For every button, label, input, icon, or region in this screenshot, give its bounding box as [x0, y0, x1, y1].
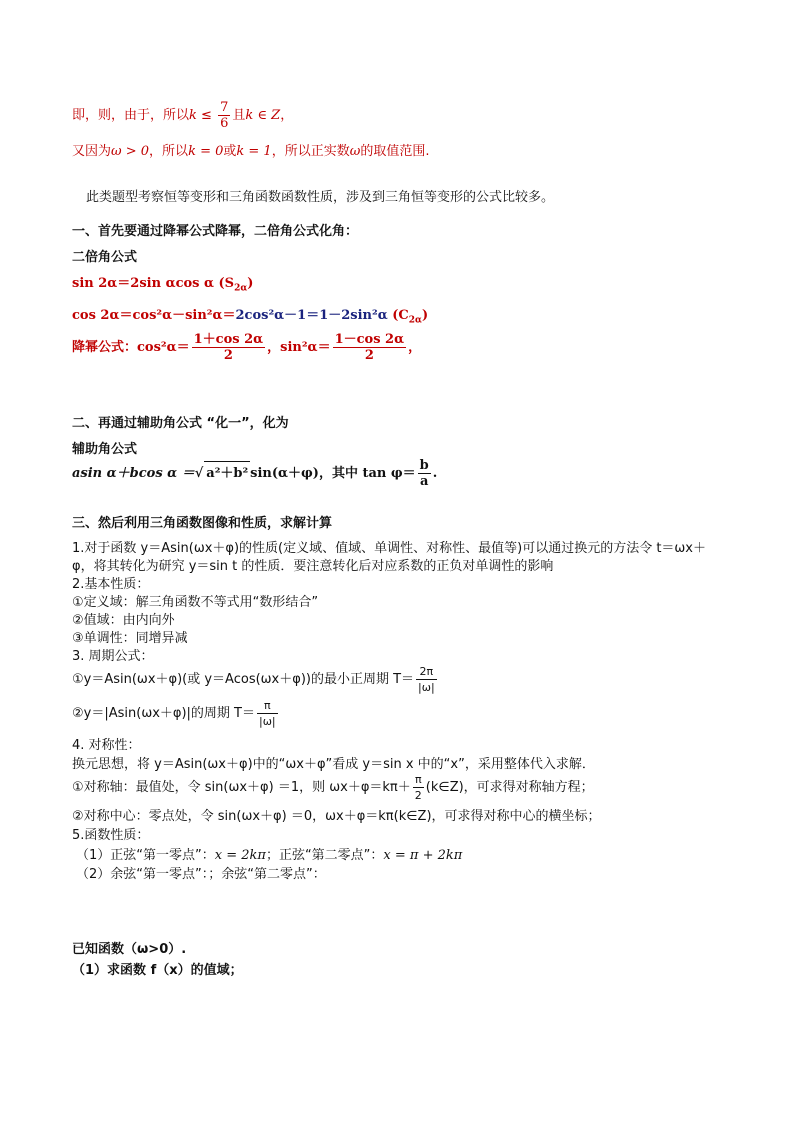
sqrt-sign: √ [194, 466, 204, 481]
property-text-1a: 1.对于函数 y＝Asin(ωx＋φ)的性质(定义域、值域、单调性、对称性、最值等)可以通过换元的方法令 t＝ωx＋ [72, 541, 706, 556]
section-1-heading: 一、首先要通过降幂公式降幂，二倍角公式化角： [72, 224, 359, 239]
fraction-b-a: $\frac{b}{a}$ [419, 458, 429, 489]
basic-properties-label: 2.基本性质： [72, 577, 150, 592]
cosine-zero-points: （2）余弦“第一零点”：；余弦“第二零点”： [76, 867, 326, 882]
period-formula-label: 3. 周期公式： [72, 649, 154, 664]
property-text-1b: φ，将其转化为研究 y＝sin t 的性质．要注意转化后对应系数的正负对单调性的影响 [72, 559, 554, 574]
text-line-1: 即，则，由于，所以k ≤ $\frac{7}{6}$ 且k ∈ Z， [72, 100, 294, 131]
monotonicity-item: ③单调性：同增异减 [72, 631, 188, 646]
symmetry-label: 4. 对称性： [72, 738, 141, 753]
function-properties-label: 5.函数性质： [72, 828, 150, 843]
section-2-subheading: 辅助角公式 [72, 442, 138, 457]
substitution-text: 换元思想，将 y＝Asin(ωx＋φ)中的“ωx＋φ”看成 y＝sin x 中的“x”，采用整体代入求解． [72, 757, 595, 772]
intro-paragraph: 此类题型考察恒等变形和三角函数函数性质，涉及到三角恒等变形的公式比较多。 [86, 190, 555, 205]
sine-zero-points: （1）正弦“第一零点”：x = 2kπ；正弦“第二零点”：x = π + 2kπ [76, 848, 463, 863]
period-formula-2: ②y＝|Asin(ωx＋φ)|的周期 T＝ $\frac{\pi}{|\omega|}$ [72, 699, 276, 728]
double-angle-sin-formula: sin 2α＝2sin αcos α $(S_{2\alpha})$ [72, 276, 254, 294]
fraction-cos-reduction: $\frac{1+\cos 2\alpha}{2}$ [193, 332, 264, 363]
section-1-subheading: 二倍角公式 [72, 250, 138, 265]
example-question: 已知函数（ω>0）. [72, 942, 187, 957]
power-reduction-formula: 降幂公式：cos²α＝ $\frac{1+\cos 2\alpha}{2}$ ，sin²α＝ $\frac{1-\cos 2\alpha}{2}$ ， [72, 332, 422, 363]
period-formula-1: ①y＝Asin(ωx＋φ)(或 y＝Acos(ωx＋φ))的最小正周期 T＝ $\frac{2\pi}{|\omega|}$ [72, 665, 435, 694]
fraction-7-6: $\frac{7}{6}$ [220, 100, 229, 131]
double-angle-cos-formula: cos 2α＝cos²α－sin²α＝2cos²α－1＝1－2sin²α $(C_{2\alpha})$ [72, 308, 429, 326]
fraction-pi-2: $\frac{\pi}{2}$ [414, 773, 422, 802]
fraction-sin-reduction: $\frac{1-\cos 2\alpha}{2}$ [334, 332, 405, 363]
section-2-heading: 二、再通过辅助角公式 “化一”，化为 [72, 416, 289, 431]
example-question-part-1: （1）求函数 f（x）的值域； [72, 963, 243, 978]
symmetry-center-text: ②对称中心：零点处，令 sin(ωx＋φ) ＝0，ωx＋φ＝kπ(k∈Z)，可求得对称中心的横坐标； [72, 809, 601, 824]
fraction-pi-omega: $\frac{\pi}{|\omega|}$ [259, 699, 276, 728]
fraction-2pi-omega: $\frac{2\pi}{|\omega|}$ [418, 665, 435, 694]
range-item: ②值域：由内向外 [72, 613, 175, 628]
section-3-heading: 三、然后利用三角函数图像和性质，求解计算 [72, 516, 333, 531]
domain-item: ①定义域：解三角函数不等式用“数形结合” [72, 595, 319, 610]
symmetry-axis-text: ①对称轴：最值处，令 sin(ωx＋φ) ＝1，则 ωx＋φ＝kπ＋ $\frac{\pi}{2}$ (k∈Z)，可求得对称轴方程； [72, 773, 594, 802]
auxiliary-angle-formula: asin α＋bcos α ＝√ a²＋b² sin(α＋φ)，其中 tan φ＝ $\frac{b}{a}$ . [72, 458, 438, 489]
var-k: k [189, 108, 197, 123]
text-line-2: 又因为ω > 0，所以k = 0或k = 1，所以正实数ω的取值范围. [72, 144, 430, 159]
